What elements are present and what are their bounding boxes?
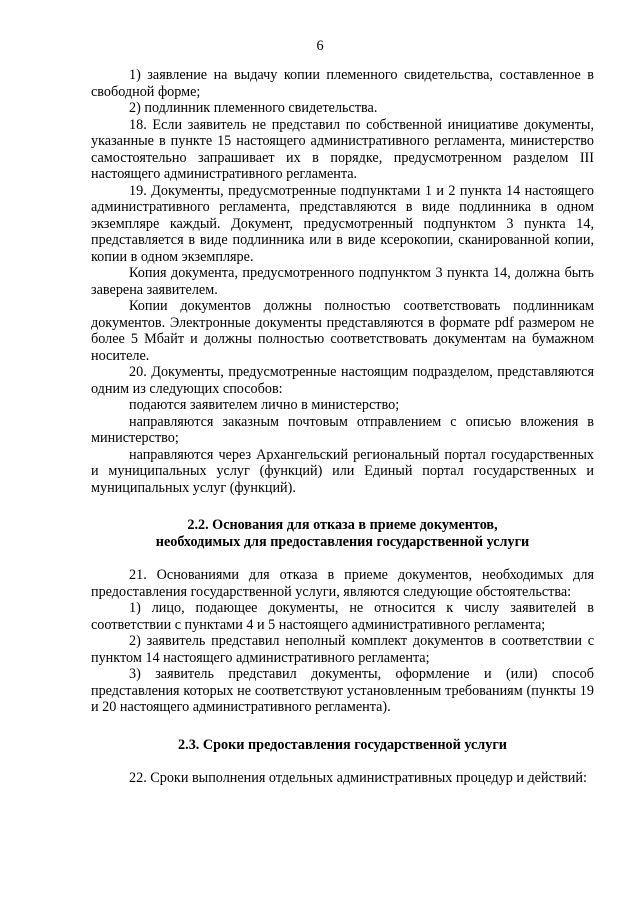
paragraph-22: 22. Сроки выполнения отдельных административных процедур и действий: [129,770,587,786]
section-heading-2-2-line2: необходимых для предоставления государственной услуги [155,533,530,550]
section-heading-2-2-line1: 2.2. Основания для отказа в приеме документов, [187,517,498,533]
paragraph-item-2: 2) подлинник племенного свидетельства. [129,100,378,116]
paragraph-20: 20. Документы, предусмотренные настоящим подразделом, представляются одним из следующих способов: [91,364,594,397]
paragraph-21: 21. Основаниями для отказа в приеме документов, необходимых для предоставления государственной услуги, являются следующие обстоятельства: [91,567,594,600]
paragraph-copies-match: Копии документов должны полностью соответствовать подлинникам документов. Электронные документы представляются в формате pdf размером не более 5 Мбайт и должны полностью соответствовать документам на бумажном носителе. [91,298,594,364]
paragraph-method-in-person: подаются заявителем лично в министерство; [129,397,400,413]
paragraph-refusal-3: 3) заявитель представил документы, оформление и (или) способ представления которых не соответствуют установленным требованиям (пункты 19 и 20 настоящего административного регламента). [91,666,594,715]
paragraph-method-portal: направляются через Архангельский региональный портал государственных и муниципальных услуг (функций) или Единый портал государственных и муниципальных услуг (функций). [91,446,594,496]
paragraph-18: 18. Если заявитель не представил по собственной инициативе документы, указанные в пункте 15 настоящего административного регламента, министерство самостоятельно запрашивает их в порядке, предусмотренном разделом III настоящего административного регламента. [91,116,594,182]
section-heading-2-3: 2.3. Сроки предоставления государственной услуги [178,736,507,753]
document-body [91,67,594,787]
paragraph-copy-certification: Копия документа, предусмотренного подпунктом 3 пункта 14, должна быть заверена заявителем. [91,265,594,298]
page-number: 6 [316,38,324,54]
paragraph-19: 19. Документы, предусмотренные подпунктами 1 и 2 пункта 14 настоящего административного регламента, представляются в виде подлинника в одном экземпляре каждый. Документ, предусмотренный подпунктом 3 пункта 14, представляется в виде подлинника или в виде ксерокопии, сканированной копии, копии в одном экземпляре. [91,182,594,265]
paragraph-method-mail: направляются заказным почтовым отправлением с описью вложения в министерство; [91,413,594,446]
paragraph-item-1: 1) заявление на выдачу копии племенного свидетельства, составленное в свободной форме; [91,67,594,100]
paragraph-refusal-1: 1) лицо, подающее документы, не относится к числу заявителей в соответствии с пунктами 4 и 5 настоящего административного регламента; [91,600,594,633]
paragraph-refusal-2: 2) заявитель представил неполный комплект документов в соответствии с пунктом 14 настоящего административного регламента; [91,633,594,666]
